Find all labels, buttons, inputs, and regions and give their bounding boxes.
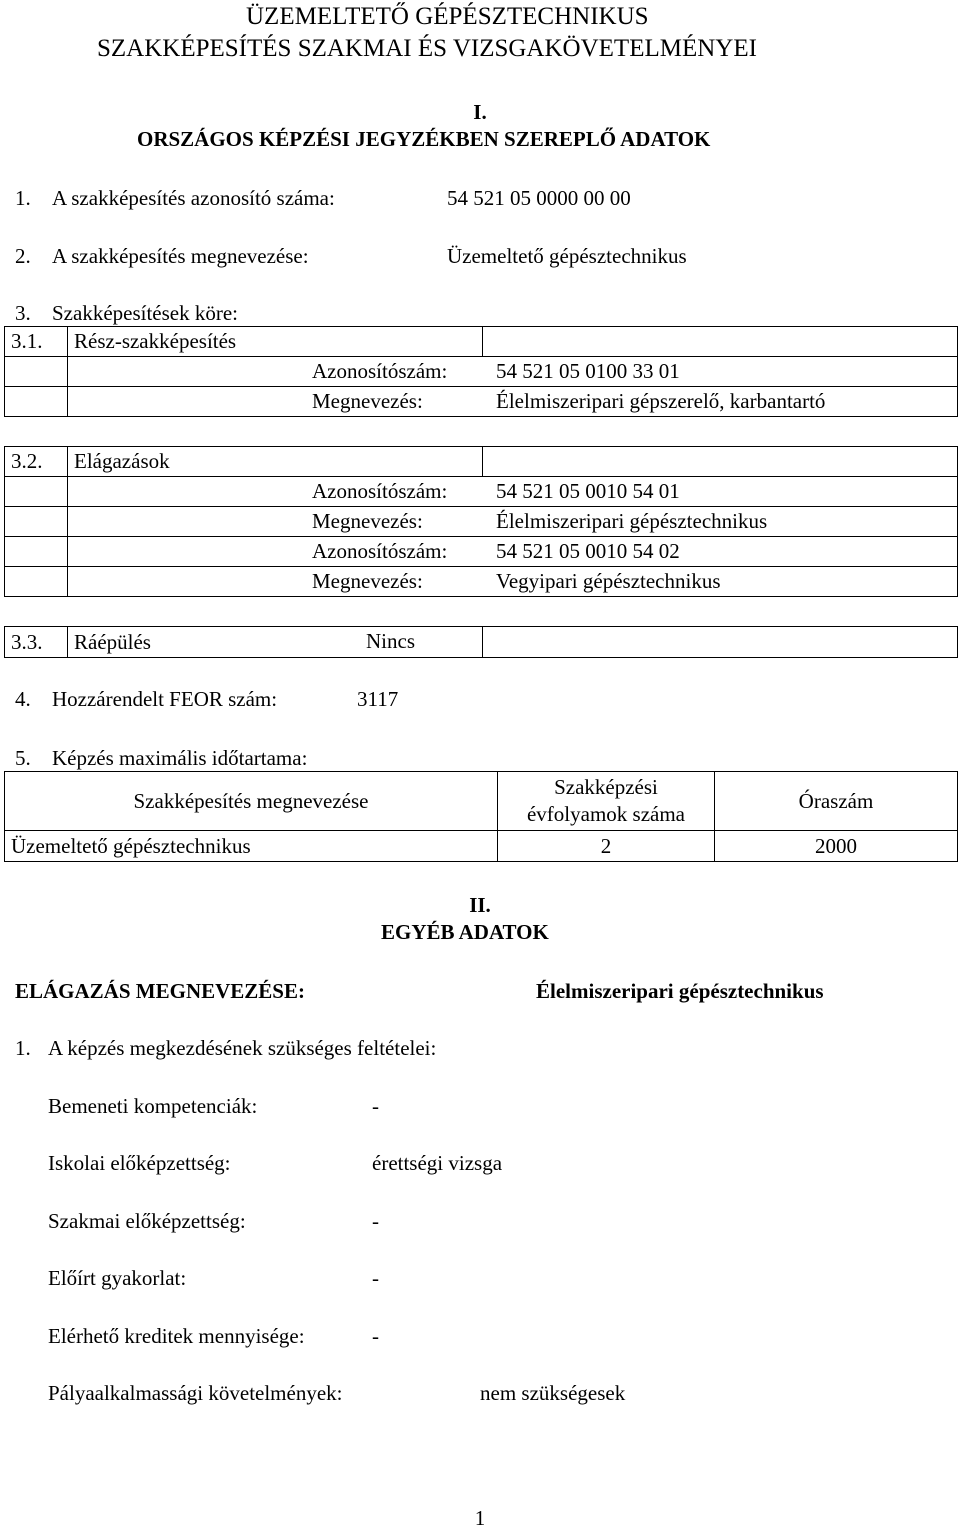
condition-value: - bbox=[372, 1094, 379, 1118]
condition-label: Elérhető kreditek mennyisége: bbox=[48, 1324, 305, 1348]
header-years-line1: Szakképzési bbox=[554, 775, 658, 799]
part2-roman: II. bbox=[469, 893, 491, 917]
part2-heading: EGYÉB ADATOK bbox=[381, 920, 549, 944]
row-value: 54 521 05 0010 54 02 bbox=[496, 539, 680, 563]
row-value: Vegyipari gépésztechnikus bbox=[496, 569, 721, 593]
row-label: Megnevezés: bbox=[312, 509, 423, 533]
document-title-line1: ÜZEMELTETŐ GÉPÉSZTECHNIKUS bbox=[246, 3, 649, 30]
section-3-3-value: Nincs bbox=[366, 629, 415, 653]
part1-roman: I. bbox=[473, 100, 487, 124]
condition-label: Előírt gyakorlat: bbox=[48, 1266, 187, 1290]
header-years-line2: évfolyamok száma bbox=[526, 802, 686, 826]
row-hours: 2000 bbox=[715, 831, 958, 862]
header-name: Szakképesítés megnevezése bbox=[5, 772, 498, 831]
condition-value: - bbox=[372, 1324, 379, 1348]
condition-label: Bemeneti kompetenciák: bbox=[48, 1094, 258, 1118]
section-3-3-title-cell bbox=[68, 627, 483, 658]
item2-value: Üzemeltető gépésztechnikus bbox=[447, 244, 687, 268]
section-3-3-table bbox=[4, 626, 958, 658]
section-3-2-table bbox=[4, 446, 958, 597]
row-label: Azonosítószám: bbox=[312, 359, 448, 383]
condition-label: Pályaalkalmassági követelmények: bbox=[48, 1381, 343, 1405]
row-label: Megnevezés: bbox=[312, 569, 423, 593]
item3-label: Szakképesítések köre: bbox=[52, 301, 239, 325]
section-3-3-title: Ráépülés bbox=[74, 629, 151, 654]
item3-number: 3. bbox=[15, 301, 31, 325]
section-3-2-row bbox=[68, 537, 958, 567]
duration-table bbox=[4, 771, 958, 862]
row-label: Azonosítószám: bbox=[312, 539, 448, 563]
condition-value: - bbox=[372, 1266, 379, 1290]
row-years: 2 bbox=[498, 831, 715, 862]
item5-number: 5. bbox=[15, 746, 31, 770]
branch-value: Élelmiszeripari gépésztechnikus bbox=[536, 979, 824, 1003]
header-hours: Óraszám bbox=[715, 772, 958, 831]
item4-value: 3117 bbox=[357, 687, 399, 711]
condition-value: érettségi vizsga bbox=[372, 1151, 503, 1175]
section-3-2-row bbox=[68, 477, 958, 507]
row-name: Üzemeltető gépésztechnikus bbox=[5, 831, 498, 862]
condition-value: nem szükségesek bbox=[480, 1381, 626, 1405]
section-3-1-number: 3.1. bbox=[5, 327, 68, 357]
row-value: 54 521 05 0100 33 01 bbox=[496, 359, 680, 383]
item2-number: 2. bbox=[15, 244, 31, 268]
item4-number: 4. bbox=[15, 687, 31, 711]
document-title-line2: SZAKKÉPESÍTÉS SZAKMAI ÉS VIZSGAKÖVETELMÉNYEI bbox=[97, 35, 757, 62]
row-label: Azonosítószám: bbox=[312, 479, 448, 503]
section-3-1-title: Rész-szakképesítés bbox=[68, 327, 483, 357]
section-3-1-row bbox=[68, 357, 958, 387]
row-value: Élelmiszeripari gépésztechnikus bbox=[496, 509, 768, 533]
section-3-2-number: 3.2. bbox=[5, 447, 68, 477]
item1-label: A szakképesítés azonosító száma: bbox=[52, 186, 335, 210]
item4-label: Hozzárendelt FEOR szám: bbox=[52, 687, 278, 711]
header-years bbox=[498, 772, 715, 831]
row-label: Megnevezés: bbox=[312, 389, 423, 413]
conditions-heading: A képzés megkezdésének szükséges feltételei: bbox=[48, 1036, 437, 1060]
section-3-1-row bbox=[68, 387, 958, 417]
section-3-3-number: 3.3. bbox=[5, 627, 68, 658]
item5-label: Képzés maximális időtartama: bbox=[52, 746, 308, 770]
section-3-2-row bbox=[68, 567, 958, 597]
row-value: Élelmiszeripari gépszerelő, karbantartó bbox=[496, 389, 826, 413]
condition-label: Iskolai előképzettség: bbox=[48, 1151, 231, 1175]
conditions-number: 1. bbox=[15, 1036, 31, 1060]
branch-label: ELÁGAZÁS MEGNEVEZÉSE: bbox=[15, 979, 305, 1003]
row-value: 54 521 05 0010 54 01 bbox=[496, 479, 680, 503]
section-3-2-title: Elágazások bbox=[68, 447, 483, 477]
item1-value: 54 521 05 0000 00 00 bbox=[447, 186, 631, 210]
page-number: 1 bbox=[474, 1506, 486, 1530]
section-3-1-table bbox=[4, 326, 958, 417]
item1-number: 1. bbox=[15, 186, 31, 210]
condition-label: Szakmai előképzettség: bbox=[48, 1209, 246, 1233]
part1-heading: ORSZÁGOS KÉPZÉSI JEGYZÉKBEN SZEREPLŐ ADATOK bbox=[137, 127, 711, 151]
item2-label: A szakképesítés megnevezése: bbox=[52, 244, 309, 268]
condition-value: - bbox=[372, 1209, 379, 1233]
section-3-2-row bbox=[68, 507, 958, 537]
